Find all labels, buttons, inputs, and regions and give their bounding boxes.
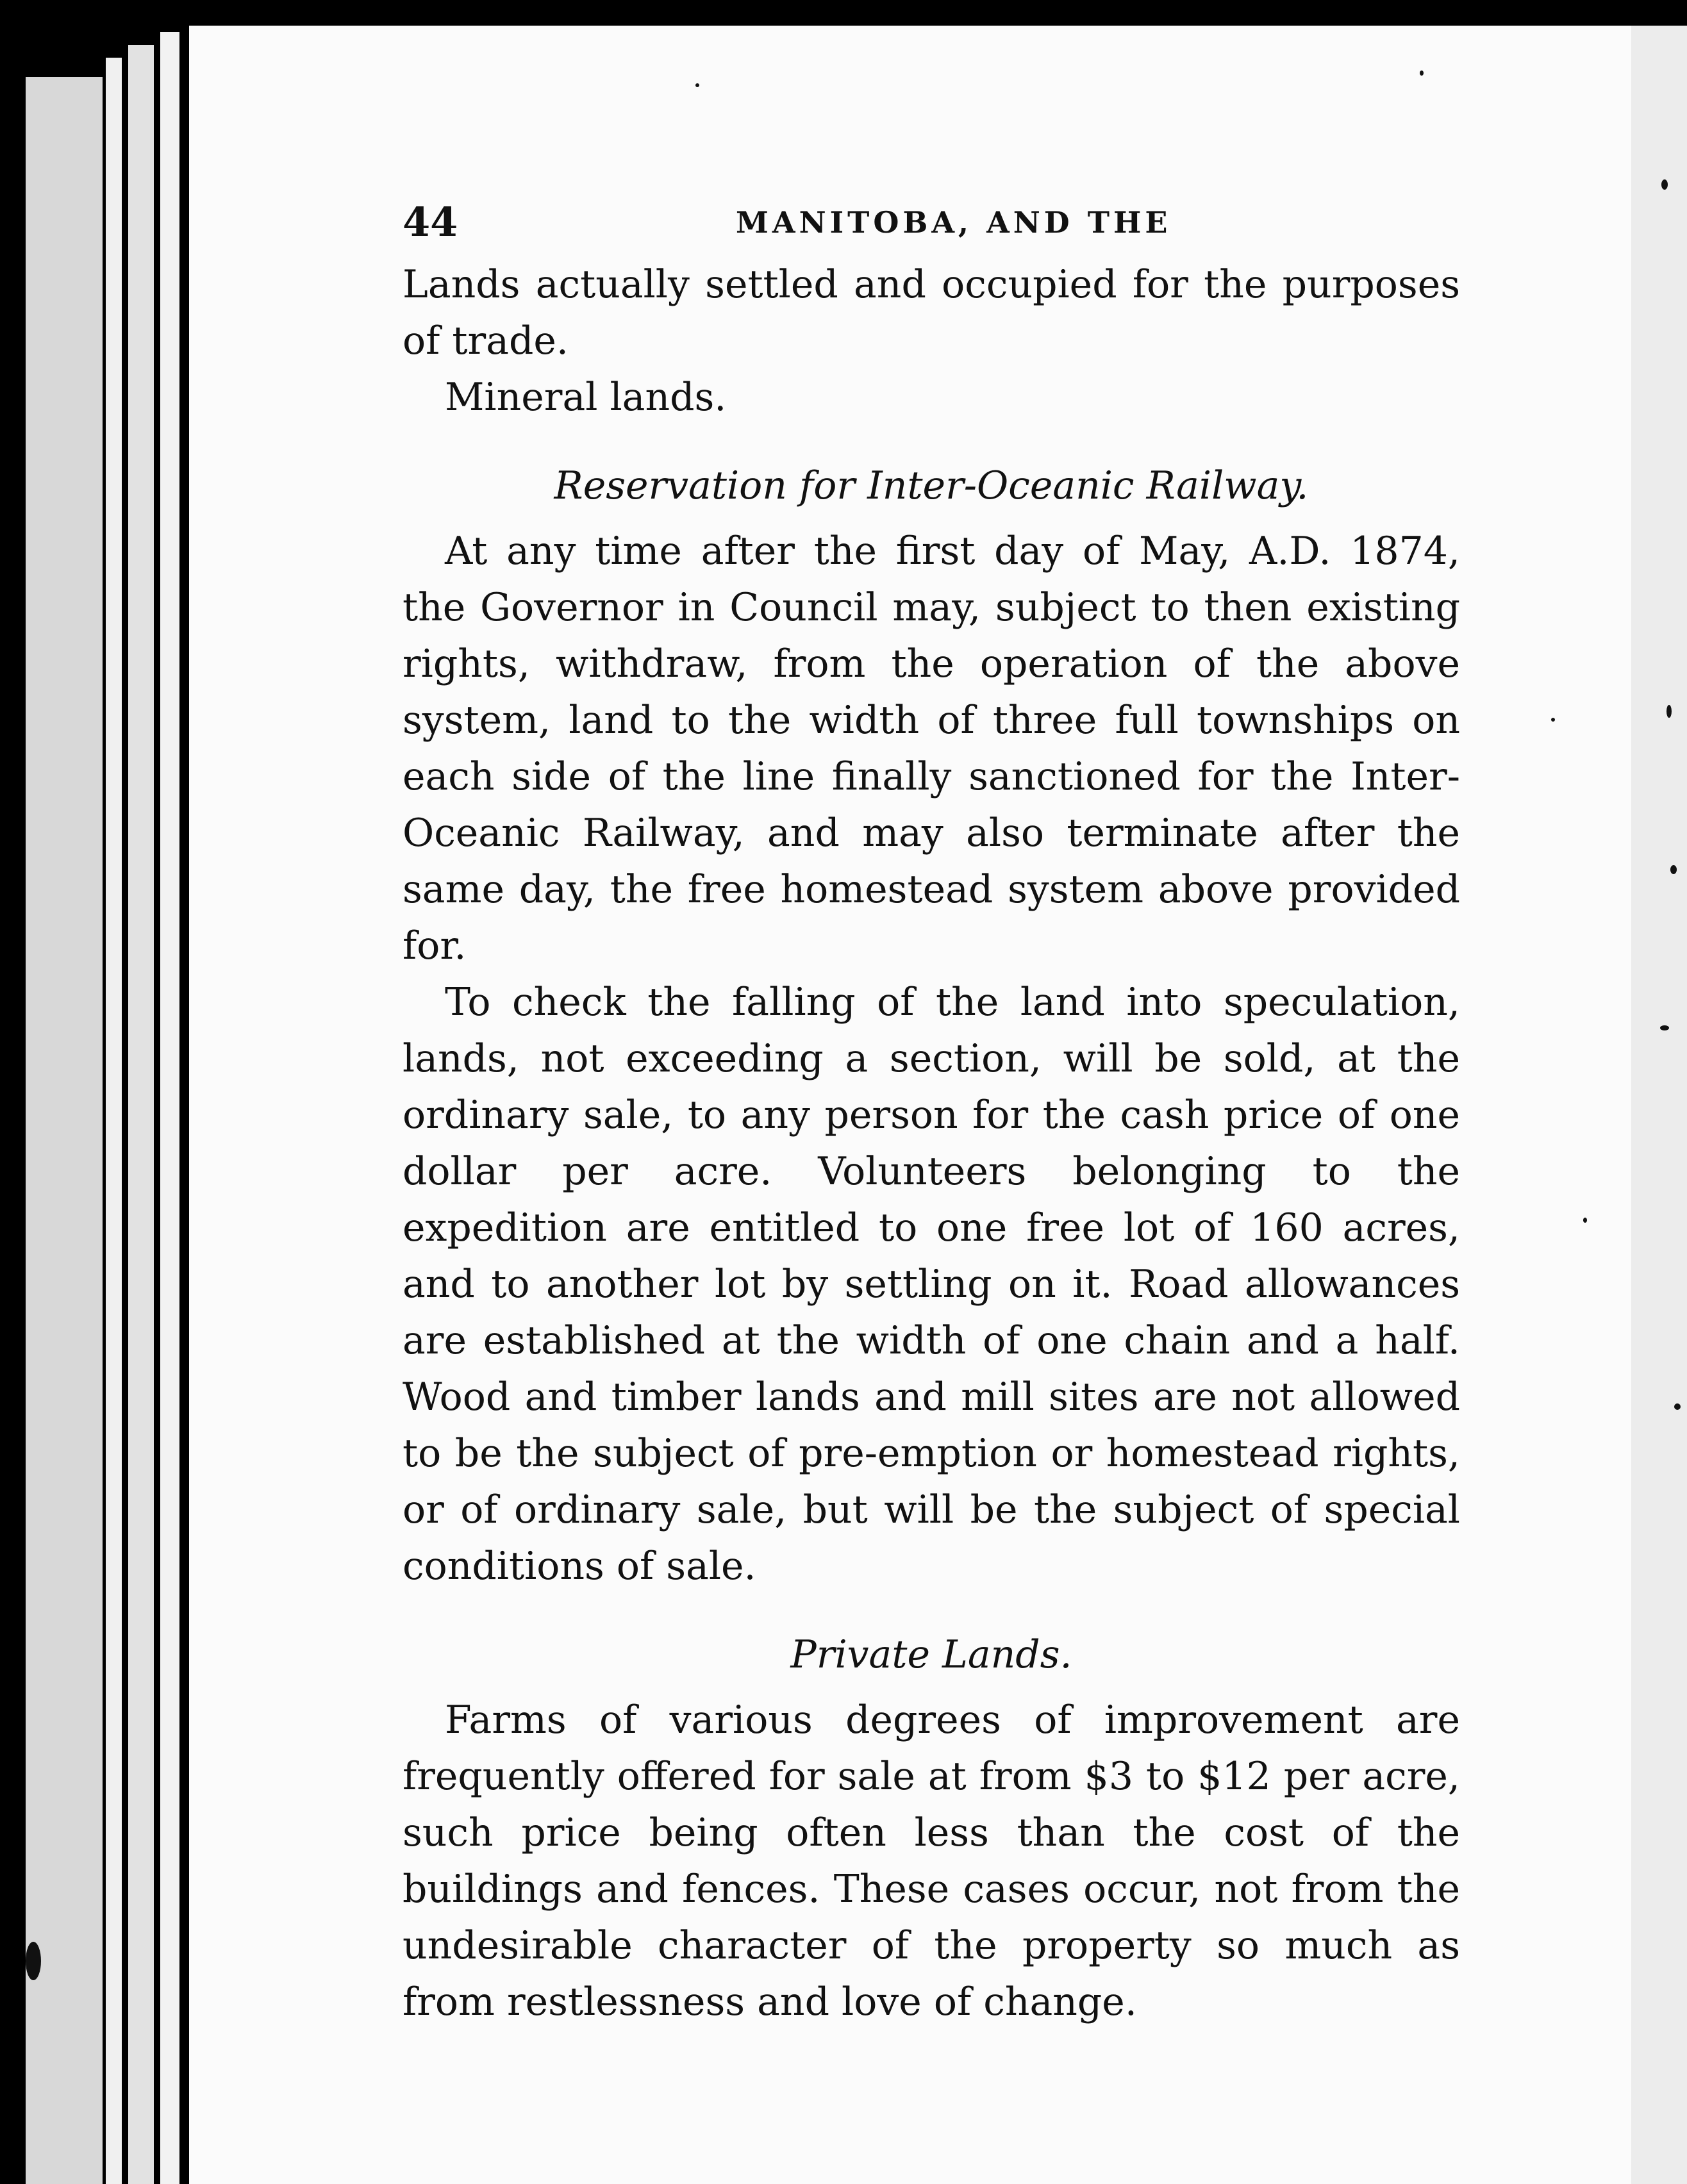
section-heading-private-lands: Private Lands. xyxy=(790,1632,1072,1677)
page-edge xyxy=(106,58,122,2184)
section-heading-railway: Reservation for Inter-Oceanic Railway. xyxy=(554,463,1309,508)
intro-line-trade-lands: Lands actually settled and occupied for the purposes of trade. xyxy=(403,262,1460,363)
running-head xyxy=(403,186,1460,256)
paragraph-land-sales: To check the falling of the land into speculation, lands, not exceeding a section, will be sold, at the ordinary sale, to any person for the cash price of one dollar per acre. Volunteers belonging to the expedition are entitled to one free lot of 160 acres, and to another lot by settling on it. Road allowances are established at the width of one chain and a half. Wood and timber lands and mill sites are not allowed to be the subject of pre-emption or homestead rights, or of ordinary sale, but will be the subject of special conditions of sale. xyxy=(403,980,1460,1589)
running-head-title: MANITOBA, AND THE xyxy=(736,205,1172,240)
page-edge xyxy=(26,77,103,2184)
page-edge xyxy=(160,32,179,2184)
right-margin-strip xyxy=(1631,26,1687,2184)
page-edge xyxy=(128,45,154,2184)
paragraph-private-lands: Farms of various degrees of improvement are frequently offered for sale at from $3 to $12 per acre, such price being often less than the cost of the buildings and fences. These cases occur, not from the undesirable character of the property so much as from restlessness and love of change. xyxy=(403,1698,1460,2024)
text-block xyxy=(403,186,1460,2030)
paragraph-railway-reservation: At any time after the first day of May, A.D. 1874, the Governor in Council may, subject to then existing rights, withdraw, from the operation of the above system, land to the width of three full townships on each side of the line finally sanctioned for the Inter-Oceanic Railway, and may also terminate after the same day, the free homestead system above provided for. xyxy=(403,529,1460,968)
page-number: 44 xyxy=(403,199,458,245)
intro-line-mineral-lands: Mineral lands. xyxy=(445,375,727,420)
